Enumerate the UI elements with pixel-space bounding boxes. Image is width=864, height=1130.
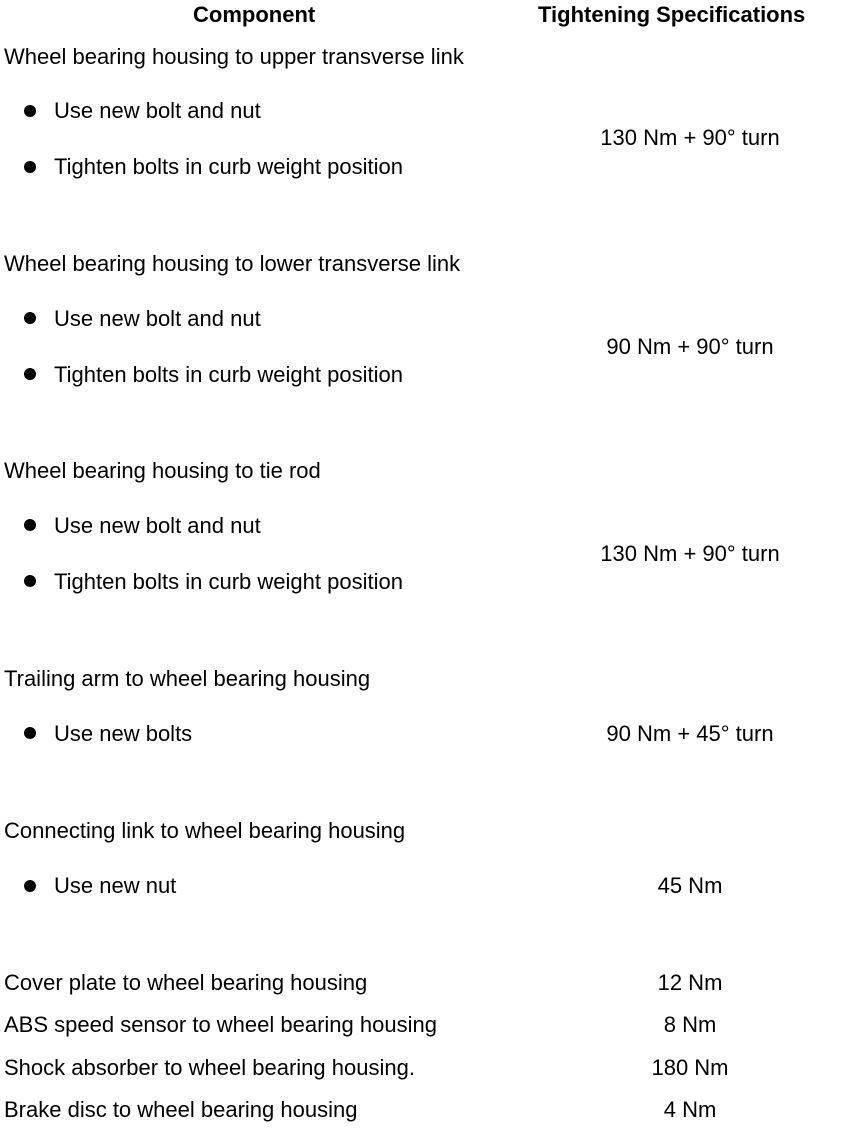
- bullet-text: Tighten bolts in curb weight position: [54, 569, 403, 594]
- bullet-icon: [24, 519, 36, 531]
- spec-value: 130 Nm + 90° turn: [600, 125, 780, 150]
- bullet-text: Use new bolt and nut: [54, 98, 261, 123]
- column-header-component: Component: [193, 2, 316, 27]
- group-title: Wheel bearing housing to upper transverse link: [4, 44, 464, 69]
- row-component: ABS speed sensor to wheel bearing housing: [4, 1012, 437, 1037]
- bullet-icon: [24, 727, 36, 739]
- group-title: Wheel bearing housing to tie rod: [4, 458, 321, 483]
- spec-value: 180 Nm: [651, 1055, 729, 1080]
- bullet-text: Use new bolt and nut: [54, 513, 261, 538]
- spec-value: 90 Nm + 45° turn: [606, 721, 774, 746]
- bullet-icon: [24, 312, 36, 324]
- row-component: Cover plate to wheel bearing housing: [4, 970, 368, 995]
- bullet-icon: [24, 880, 36, 892]
- spec-value: 45 Nm: [657, 873, 723, 898]
- spec-value: 4 Nm: [663, 1097, 717, 1122]
- bullet-icon: [24, 161, 36, 173]
- bullet-text: Use new nut: [54, 873, 177, 898]
- spec-value: 12 Nm: [657, 970, 723, 995]
- spec-value: 130 Nm + 90° turn: [600, 541, 780, 566]
- bullet-text: Use new bolts: [54, 721, 193, 746]
- group-title: Connecting link to wheel bearing housing: [4, 818, 406, 843]
- bullet-text: Tighten bolts in curb weight position: [54, 362, 403, 387]
- bullet-icon: [24, 105, 36, 117]
- column-header-spec: Tightening Specifications: [538, 2, 806, 27]
- bullet-icon: [24, 368, 36, 380]
- spec-value: 90 Nm + 90° turn: [606, 334, 774, 359]
- row-component: Brake disc to wheel bearing housing: [4, 1097, 358, 1122]
- spec-value: 8 Nm: [663, 1012, 717, 1037]
- group-title: Wheel bearing housing to lower transverse link: [4, 251, 461, 276]
- group-title: Trailing arm to wheel bearing housing: [4, 666, 371, 691]
- bullet-text: Use new bolt and nut: [54, 306, 261, 331]
- row-component: Shock absorber to wheel bearing housing.: [4, 1055, 415, 1080]
- bullet-text: Tighten bolts in curb weight position: [54, 154, 403, 179]
- bullet-icon: [24, 575, 36, 587]
